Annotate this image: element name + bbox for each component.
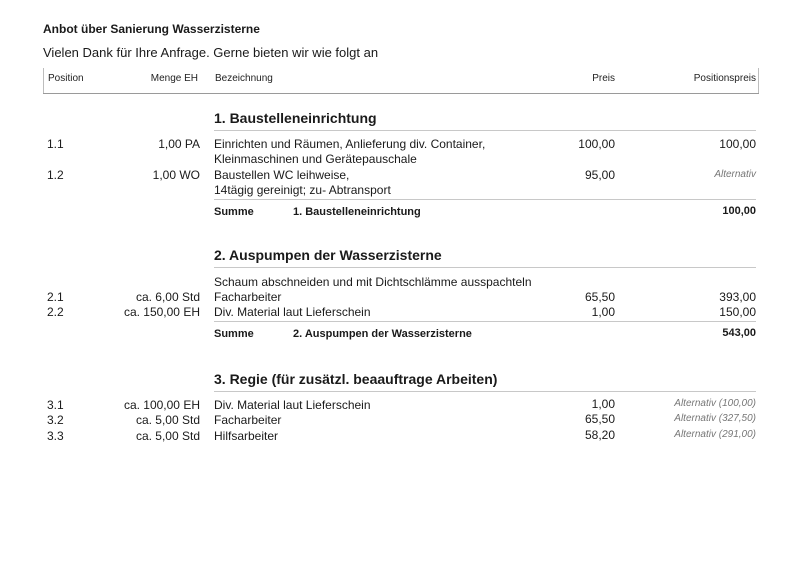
row-preis: 58,20 — [584, 428, 615, 442]
row-menge: ca. 6,00 Std — [135, 290, 200, 304]
row-positionspreis: Alternativ (327,50) — [674, 413, 756, 424]
row-preis: 65,50 — [584, 412, 615, 426]
row-bezeichnung-line2: Kleinmaschinen und Gerätepauschale — [214, 152, 417, 166]
section-title: 3. Regie (für zusätzl. beaauftrage Arbeiten) — [214, 371, 498, 387]
row-positionspreis: Alternativ (291,00) — [674, 429, 756, 440]
row-position: 1.1 — [47, 137, 64, 151]
header-menge: Menge EH — [150, 73, 198, 84]
row-bezeichnung: Div. Material laut Lieferschein — [214, 305, 371, 319]
row-preis: 1,00 — [591, 397, 615, 411]
row-positionspreis: 393,00 — [719, 290, 756, 304]
sum-rule — [214, 199, 756, 200]
section-rule — [214, 267, 756, 268]
row-menge: ca. 100,00 EH — [123, 398, 200, 412]
row-preis: 95,00 — [584, 168, 615, 182]
sum-value: 543,00 — [722, 327, 756, 339]
row-menge: ca. 150,00 EH — [123, 305, 200, 319]
row-preis: 1,00 — [591, 305, 615, 319]
row-position: 2.2 — [47, 305, 64, 319]
row-bezeichnung: Div. Material laut Lieferschein — [214, 398, 371, 412]
row-bezeichnung-line2: 14tägig gereinigt; zu- Abtransport — [214, 183, 391, 197]
sum-name: 2. Auspumpen der Wasserzisterne — [293, 328, 472, 340]
sum-label: Summe — [214, 206, 254, 218]
row-bezeichnung: Baustellen WC leihweise, — [214, 168, 350, 182]
row-menge: ca. 5,00 Std — [135, 413, 200, 427]
section-note: Schaum abschneiden und mit Dichtschlämme ausspachteln — [214, 275, 532, 289]
header-position: Position — [48, 73, 84, 84]
header-right-border — [758, 68, 759, 94]
sum-name: 1. Baustelleneinrichtung — [293, 206, 421, 218]
header-divider — [43, 93, 759, 94]
row-positionspreis: Alternativ — [714, 169, 756, 180]
row-preis: 65,50 — [584, 290, 615, 304]
row-bezeichnung: Hilfsarbeiter — [214, 429, 279, 443]
section-rule — [214, 391, 756, 392]
row-bezeichnung: Facharbeiter — [214, 413, 282, 427]
sum-label: Summe — [214, 328, 254, 340]
row-menge: ca. 5,00 Std — [135, 429, 200, 443]
row-preis: 100,00 — [578, 137, 615, 151]
row-position: 3.1 — [47, 398, 64, 412]
header-positionspreis: Positionspreis — [693, 73, 756, 84]
sum-value: 100,00 — [722, 205, 756, 217]
row-positionspreis: 150,00 — [719, 305, 756, 319]
row-menge: 1,00 WO — [152, 168, 200, 182]
header-bezeichnung: Bezeichnung — [215, 73, 273, 84]
sum-rule — [214, 321, 756, 322]
section-title: 1. Baustelleneinrichtung — [214, 110, 377, 126]
row-positionspreis: 100,00 — [719, 137, 756, 151]
row-positionspreis: Alternativ (100,00) — [674, 398, 756, 409]
header-preis: Preis — [592, 73, 615, 84]
row-bezeichnung: Einrichten und Räumen, Anlieferung div. Container, — [214, 137, 486, 151]
row-position: 2.1 — [47, 290, 64, 304]
row-position: 1.2 — [47, 168, 64, 182]
row-position: 3.3 — [47, 429, 64, 443]
header-left-border — [43, 68, 44, 94]
section-title: 2. Auspumpen der Wasserzisterne — [214, 247, 442, 263]
row-menge: 1,00 PA — [158, 137, 200, 151]
document-title: Anbot über Sanierung Wasserzisterne — [43, 22, 260, 36]
section-rule — [214, 130, 756, 131]
row-position: 3.2 — [47, 413, 64, 427]
row-bezeichnung: Facharbeiter — [214, 290, 282, 304]
intro-text: Vielen Dank für Ihre Anfrage. Gerne bieten wir wie folgt an — [43, 45, 379, 60]
